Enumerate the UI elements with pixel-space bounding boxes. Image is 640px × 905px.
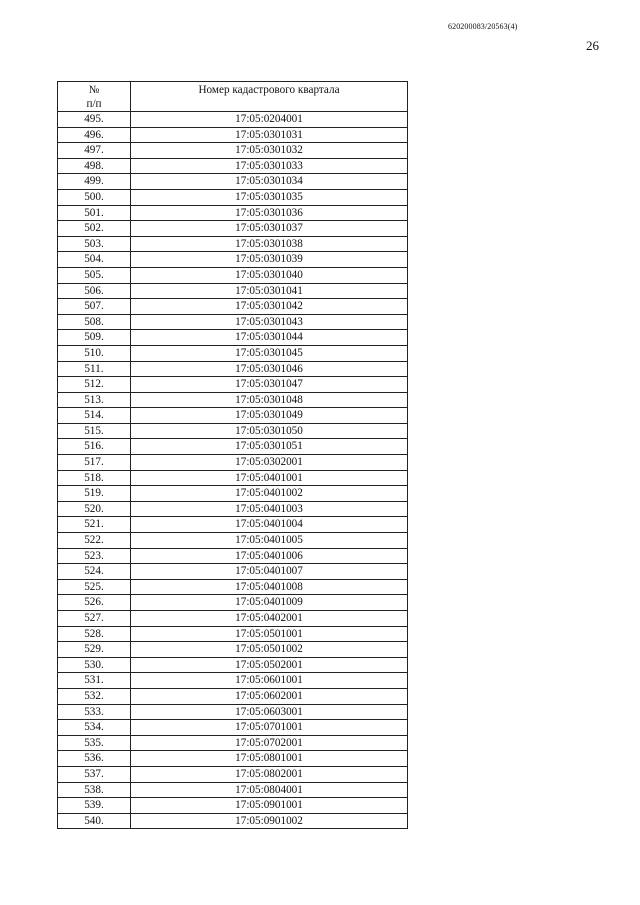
table-row <box>58 439 408 455</box>
cadastral-number: 17:05:0901001 <box>131 798 408 814</box>
table-row <box>58 361 408 377</box>
table-row <box>58 267 408 283</box>
table-row <box>58 408 408 424</box>
cadastral-number: 17:05:0301035 <box>131 189 408 205</box>
row-number: 515. <box>58 423 131 439</box>
cadastral-number: 17:05:0502001 <box>131 657 408 673</box>
row-number: 520. <box>58 501 131 517</box>
table-row <box>58 766 408 782</box>
cadastral-number: 17:05:0601001 <box>131 673 408 689</box>
row-number: 516. <box>58 439 131 455</box>
row-number: 531. <box>58 673 131 689</box>
cadastral-number: 17:05:0301033 <box>131 158 408 174</box>
row-number: 511. <box>58 361 131 377</box>
row-number: 509. <box>58 330 131 346</box>
cadastral-number: 17:05:0401005 <box>131 533 408 549</box>
cadastral-number: 17:05:0402001 <box>131 611 408 627</box>
row-number: 519. <box>58 486 131 502</box>
cadastral-number: 17:05:0301048 <box>131 392 408 408</box>
table-row <box>58 221 408 237</box>
cadastral-number: 17:05:0301031 <box>131 127 408 143</box>
row-number: 534. <box>58 720 131 736</box>
cadastral-number: 17:05:0301046 <box>131 361 408 377</box>
cadastral-number: 17:05:0204001 <box>131 112 408 128</box>
table-row <box>58 377 408 393</box>
page-number: 26 <box>586 38 599 53</box>
row-number: 538. <box>58 782 131 798</box>
row-number: 506. <box>58 283 131 299</box>
row-number: 527. <box>58 611 131 627</box>
row-number: 521. <box>58 517 131 533</box>
cadastral-number: 17:05:0401009 <box>131 595 408 611</box>
row-number: 537. <box>58 766 131 782</box>
table-row <box>58 688 408 704</box>
cadastral-number: 17:05:0301039 <box>131 252 408 268</box>
table-header <box>58 82 408 112</box>
table-row <box>58 533 408 549</box>
cadastral-number: 17:05:0301051 <box>131 439 408 455</box>
cadastral-number: 17:05:0802001 <box>131 766 408 782</box>
cadastral-number: 17:05:0301038 <box>131 236 408 252</box>
row-number: 499. <box>58 174 131 190</box>
table-row <box>58 423 408 439</box>
row-number: 522. <box>58 533 131 549</box>
cadastral-number: 17:05:0301049 <box>131 408 408 424</box>
cadastral-number: 17:05:0301044 <box>131 330 408 346</box>
table-row <box>58 345 408 361</box>
cadastral-number: 17:05:0401007 <box>131 564 408 580</box>
table-row <box>58 205 408 221</box>
table-row <box>58 595 408 611</box>
table-row <box>58 720 408 736</box>
cadastral-number: 17:05:0301042 <box>131 299 408 315</box>
table-row <box>58 455 408 471</box>
table-row <box>58 548 408 564</box>
row-number: 540. <box>58 813 131 829</box>
table-row <box>58 517 408 533</box>
table-row <box>58 486 408 502</box>
cadastral-number: 17:05:0701001 <box>131 720 408 736</box>
table-row <box>58 579 408 595</box>
cadastral-number: 17:05:0401001 <box>131 470 408 486</box>
table-row <box>58 174 408 190</box>
table-row <box>58 470 408 486</box>
table-row <box>58 143 408 159</box>
cadastral-number: 17:05:0301037 <box>131 221 408 237</box>
cadastral-number: 17:05:0401003 <box>131 501 408 517</box>
cadastral-number: 17:05:0301032 <box>131 143 408 159</box>
cadastral-number: 17:05:0702001 <box>131 735 408 751</box>
table-row <box>58 782 408 798</box>
row-number: 508. <box>58 314 131 330</box>
row-number: 514. <box>58 408 131 424</box>
table-row <box>58 564 408 580</box>
cadastral-table <box>57 81 408 829</box>
table-row <box>58 112 408 128</box>
table-row <box>58 611 408 627</box>
cadastral-number: 17:05:0501002 <box>131 642 408 658</box>
cadastral-number: 17:05:0301036 <box>131 205 408 221</box>
table-row <box>58 127 408 143</box>
table-row <box>58 236 408 252</box>
table-row <box>58 283 408 299</box>
table-row <box>58 501 408 517</box>
table-row <box>58 314 408 330</box>
cadastral-number: 17:05:0301041 <box>131 283 408 299</box>
cadastral-number: 17:05:0603001 <box>131 704 408 720</box>
row-number: 539. <box>58 798 131 814</box>
cadastral-number: 17:05:0302001 <box>131 455 408 471</box>
column-header-number-line1: № <box>88 84 100 96</box>
cadastral-number: 17:05:0401008 <box>131 579 408 595</box>
cadastral-number: 17:05:0301047 <box>131 377 408 393</box>
row-number: 503. <box>58 236 131 252</box>
row-number: 526. <box>58 595 131 611</box>
table-row <box>58 798 408 814</box>
row-number: 536. <box>58 751 131 767</box>
row-number: 528. <box>58 626 131 642</box>
row-number: 524. <box>58 564 131 580</box>
row-number: 513. <box>58 392 131 408</box>
row-number: 498. <box>58 158 131 174</box>
cadastral-number: 17:05:0301050 <box>131 423 408 439</box>
cadastral-number: 17:05:0401006 <box>131 548 408 564</box>
cadastral-number: 17:05:0301040 <box>131 267 408 283</box>
row-number: 530. <box>58 657 131 673</box>
table-row <box>58 189 408 205</box>
row-number: 497. <box>58 143 131 159</box>
table-row <box>58 704 408 720</box>
row-number: 510. <box>58 345 131 361</box>
row-number: 535. <box>58 735 131 751</box>
table-row <box>58 252 408 268</box>
row-number: 505. <box>58 267 131 283</box>
document-code: 620200083/20563(4) <box>448 22 518 31</box>
row-number: 512. <box>58 377 131 393</box>
cadastral-number: 17:05:0301045 <box>131 345 408 361</box>
table-row <box>58 330 408 346</box>
row-number: 532. <box>58 688 131 704</box>
cadastral-number: 17:05:0301034 <box>131 174 408 190</box>
row-number: 529. <box>58 642 131 658</box>
table-body <box>58 112 408 829</box>
row-number: 495. <box>58 112 131 128</box>
column-header-cadastral: Номер кадастрового квартала <box>131 82 408 112</box>
table-row <box>58 642 408 658</box>
cadastral-number: 17:05:0901002 <box>131 813 408 829</box>
table-row <box>58 626 408 642</box>
cadastral-number: 17:05:0804001 <box>131 782 408 798</box>
row-number: 502. <box>58 221 131 237</box>
table-row <box>58 392 408 408</box>
table-row <box>58 735 408 751</box>
row-number: 533. <box>58 704 131 720</box>
row-number: 518. <box>58 470 131 486</box>
cadastral-number: 17:05:0401004 <box>131 517 408 533</box>
row-number: 504. <box>58 252 131 268</box>
row-number: 496. <box>58 127 131 143</box>
row-number: 517. <box>58 455 131 471</box>
cadastral-number: 17:05:0602001 <box>131 688 408 704</box>
table-row <box>58 673 408 689</box>
column-header-number <box>58 82 131 112</box>
table-row <box>58 813 408 829</box>
row-number: 500. <box>58 189 131 205</box>
cadastral-number: 17:05:0801001 <box>131 751 408 767</box>
cadastral-number: 17:05:0401002 <box>131 486 408 502</box>
table-row <box>58 158 408 174</box>
column-header-number-line2: п/п <box>86 98 102 110</box>
row-number: 507. <box>58 299 131 315</box>
row-number: 523. <box>58 548 131 564</box>
table-row <box>58 751 408 767</box>
table-row <box>58 299 408 315</box>
table-row <box>58 657 408 673</box>
row-number: 525. <box>58 579 131 595</box>
cadastral-number: 17:05:0501001 <box>131 626 408 642</box>
cadastral-number: 17:05:0301043 <box>131 314 408 330</box>
row-number: 501. <box>58 205 131 221</box>
